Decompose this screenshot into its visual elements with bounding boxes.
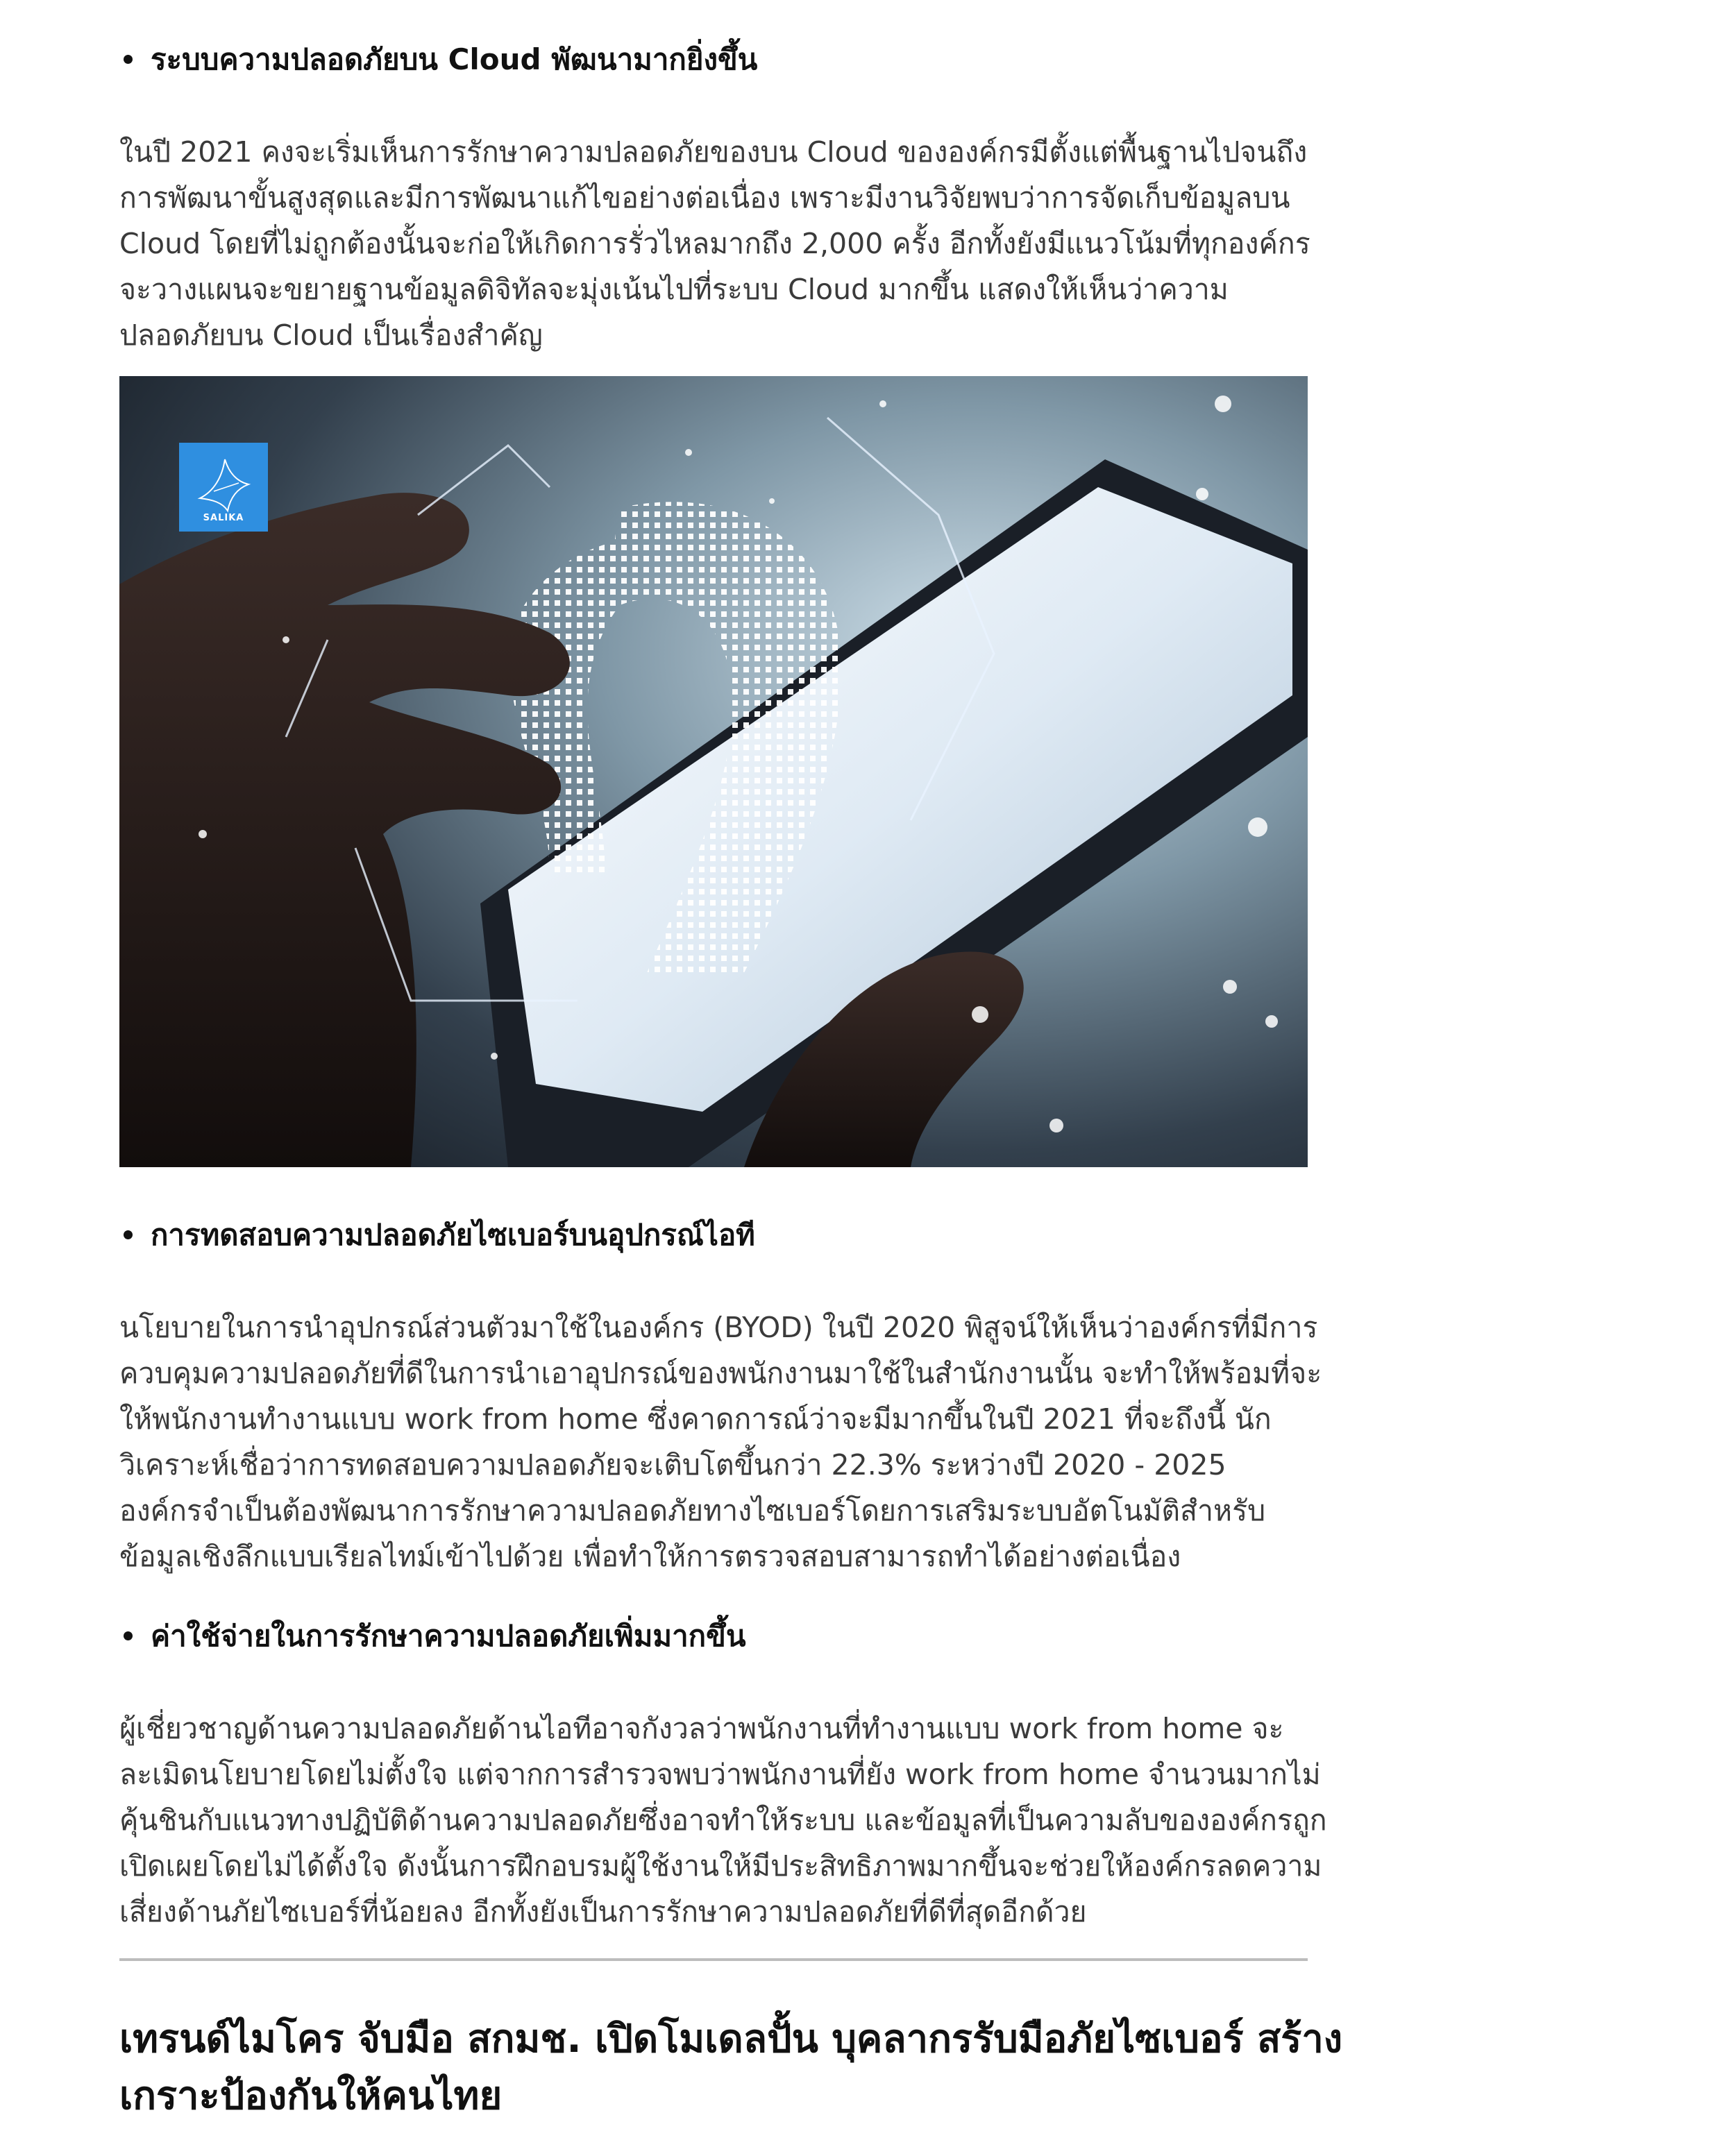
paragraph-line: จะวางแผนจะขยายฐานข้อมูลดิจิทัลจะมุ่งเน้นไปที่ระบบ Cloud มากขึ้น แสดงให้เห็นว่าความ bbox=[119, 273, 1229, 306]
paragraph-line: ในปี 2021 คงจะเริ่มเห็นการรักษาความปลอดภัยของบน Cloud ขององค์กรมีตั้งแต่พื้นฐานไปจนถึง bbox=[119, 135, 1308, 169]
paragraph-line: เปิดเผยโดยไม่ได้ตั้งใจ ดังนั้นการฝึกอบรมผู้ใช้งานให้มีประสิทธิภาพมากขึ้นจะช่วยให้องค์กรลดความ bbox=[119, 1849, 1322, 1883]
section-heading-security-cost: ค่าใช้จ่ายในการรักษาความปลอดภัยเพิ่มมากขึ้น bbox=[119, 1617, 746, 1656]
paragraph-security-cost bbox=[119, 1706, 1327, 1935]
salika-logo bbox=[179, 443, 268, 532]
fingerprint-tablet-illustration bbox=[119, 376, 1308, 1167]
paragraph-line: ปลอดภัยบน Cloud เป็นเรื่องสำคัญ bbox=[119, 319, 543, 352]
paragraph-line: ผู้เชี่ยวชาญด้านความปลอดภัยด้านไอทีอาจกังวลว่าพนักงานที่ทำงานแบบ work from home จะ bbox=[119, 1712, 1284, 1745]
paragraph-line: ข้อมูลเชิงลึกแบบเรียลไทม์เข้าไปด้วย เพื่อทำให้การตรวจสอบสามารถทำได้อย่างต่อเนื่อง bbox=[119, 1540, 1181, 1573]
paragraph-line: องค์กรจำเป็นต้องพัฒนาการรักษาความปลอดภัยทางไซเบอร์โดยการเสริมระบบอัตโนมัติสำหรับ bbox=[119, 1494, 1266, 1527]
bullet-icon bbox=[124, 1230, 133, 1239]
bullet-icon bbox=[124, 55, 133, 64]
paragraph-cloud bbox=[119, 129, 1310, 358]
section-heading-device-testing: การทดสอบความปลอดภัยไซเบอร์บนอุปกรณ์ไอที bbox=[119, 1216, 755, 1255]
related-title-line: เกราะป้องกันให้คนไทย bbox=[119, 2073, 503, 2119]
paragraph-line: ให้พนักงานทำงานแบบ work from home ซึ่งคาดการณ์ว่าจะมีมากขึ้นในปี 2021 ที่จะถึงนี้ นัก bbox=[119, 1402, 1272, 1436]
paragraph-line: วิเคราะห์เชื่อว่าการทดสอบความปลอดภัยจะเติบโตขึ้นกว่า 22.3% ระหว่างปี 2020 - 2025 bbox=[119, 1448, 1226, 1482]
bullet-icon bbox=[124, 1631, 133, 1640]
related-article-link[interactable] bbox=[119, 2011, 1343, 2125]
related-title-line: เทรนด์ไมโคร จับมือ สกมช. เปิดโมเดลปั้น บุคลากรรับมือภัยไซเบอร์ สร้าง bbox=[119, 2017, 1343, 2062]
paragraph-line: การพัฒนาขั้นสูงสุดและมีการพัฒนาแก้ไขอย่างต่อเนื่อง เพราะมีงานวิจัยพบว่าการจัดเก็บข้อมูลบน bbox=[119, 181, 1290, 214]
paragraph-line: เสี่ยงด้านภัยไซเบอร์ที่น้อยลง อีกทั้งยังเป็นการรักษาความปลอดภัยที่ดีที่สุดอีกด้วย bbox=[119, 1895, 1087, 1928]
article-hero-image bbox=[119, 376, 1308, 1167]
salika-logo-text: SALIKA bbox=[203, 513, 244, 523]
section-heading-cloud: ระบบความปลอดภัยบน Cloud พัฒนามากยิ่งขึ้น bbox=[119, 40, 757, 79]
paragraph-line: นโยบายในการนำอุปกรณ์ส่วนตัวมาใช้ในองค์กร (BYOD) ในปี 2020 พิสูจน์ให้เห็นว่าองค์กรที่มีการ bbox=[119, 1311, 1318, 1344]
paragraph-line: ละเมิดนโยบายโดยไม่ตั้งใจ แต่จากการสำรวจพบว่าพนักงานที่ยัง work from home จำนวนมากไม่ bbox=[119, 1758, 1321, 1791]
paragraph-line: คุ้นชินกับแนวทางปฏิบัติด้านความปลอดภัยซึ่งอาจทำให้ระบบ และข้อมูลที่เป็นความลับขององค์กรถูก bbox=[119, 1803, 1327, 1837]
paragraph-line: Cloud โดยที่ไม่ถูกต้องนั้นจะก่อให้เกิดการรั่วไหลมากถึง 2,000 ครั้ง อีกทั้งยังมีแนวโน้มที่ทุกองค์กร bbox=[119, 227, 1310, 260]
paragraph-device-testing bbox=[119, 1305, 1322, 1579]
section-divider bbox=[119, 1958, 1308, 1961]
paragraph-line: ควบคุมความปลอดภัยที่ดีในการนำเอาอุปกรณ์ของพนักงานมาใช้ในสำนักงานนั้น จะทำให้พร้อมที่จะ bbox=[119, 1357, 1322, 1390]
